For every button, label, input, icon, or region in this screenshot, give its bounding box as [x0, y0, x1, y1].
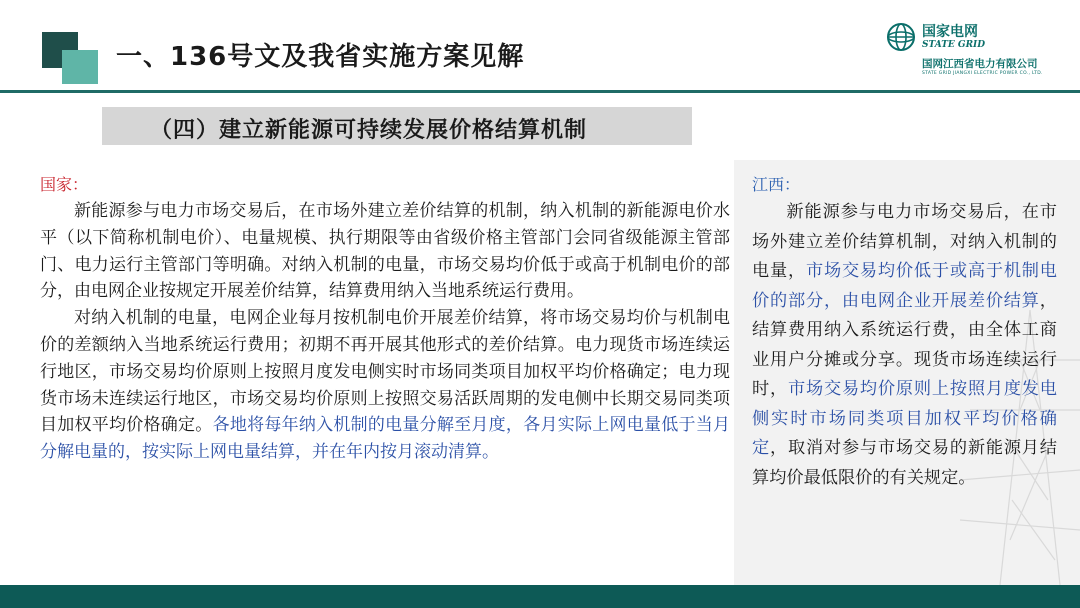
- logo-name-en: STATE GRID: [922, 40, 986, 50]
- jiangxi-paragraph: [752, 198, 1057, 493]
- jiangxi-text-2: ，结算费用纳入系统运行费，由全体工商业用户分摊或分享。现货市场连续运行时，: [752, 290, 1057, 399]
- state-grid-logo-icon: [885, 22, 917, 52]
- national-paragraph-2-text: 对纳入机制的电量，电网企业每月按机制电价开展差价结算，将市场交易均价与机制电价的差额纳入当地系统运行费用；初期不再开展其他形式的差价结算。电力现货市场连续运行地区，市场交易均价原则上按照月度发电侧实时市场同类项目加权平均价格确定；电力现货市场未连续运行地区，市场交易均价原则上按照交易活跃周期的发电侧中长期交易同类项目加权平均价格确定。: [40, 308, 730, 436]
- header-divider: [0, 90, 1080, 93]
- jiangxi-highlight-1: 市场交易均价低于或高于机制电价的部分，由电网企业开展差价结算: [752, 261, 1057, 311]
- national-paragraph-1: 新能源参与电力市场交易后，在市场外建立差价结算的机制，纳入机制的新能源电价水平（以下简称机制电价）、电量规模、执行期限等由省级价格主管部门会同省级能源主管部门、电力运行主管部门等明确。对纳入机制的电量，市场交易均价低于或高于机制电价的部分，由电网企业按规定开展差价结算，结算费用纳入当地系统运行费用。: [40, 201, 730, 302]
- logo-company-en: STATE GRID JIANGXI ELECTRIC POWER CO., LTD.: [922, 71, 1043, 76]
- logo-company-cn: 国网江西省电力有限公司: [922, 58, 1038, 70]
- section-subtitle: （四）建立新能源可持续发展价格结算机制: [150, 118, 588, 143]
- jiangxi-text-1: 新能源参与电力市场交易后，在市场外建立差价结算机制，对纳入机制的电量，: [752, 202, 1057, 281]
- jiangxi-policy-column: [752, 172, 1057, 493]
- jiangxi-highlight-2: 市场交易均价原则上按照月度发电侧实时市场同类项目加权平均价格确定: [752, 379, 1057, 458]
- national-policy-column: [40, 172, 730, 466]
- jiangxi-label: 江西：: [752, 175, 801, 194]
- footer-bar: [0, 585, 1080, 608]
- header-square-light: [62, 50, 98, 84]
- national-paragraph-2: [40, 305, 730, 466]
- page-title: 一、136号文及我省实施方案见解: [116, 42, 525, 72]
- national-label: 国家：: [40, 175, 89, 194]
- logo-name-cn: 国家电网: [922, 24, 978, 40]
- national-paragraph-2-highlight: 各地将每年纳入机制的电量分解至月度，各月实际上网电量低于当月分解电量的，按实际上网电量结算，并在年内按月滚动清算。: [40, 415, 731, 463]
- jiangxi-text-3: ，取消对参与市场交易的新能源月结算均价最低限价的有关规定。: [752, 438, 1057, 488]
